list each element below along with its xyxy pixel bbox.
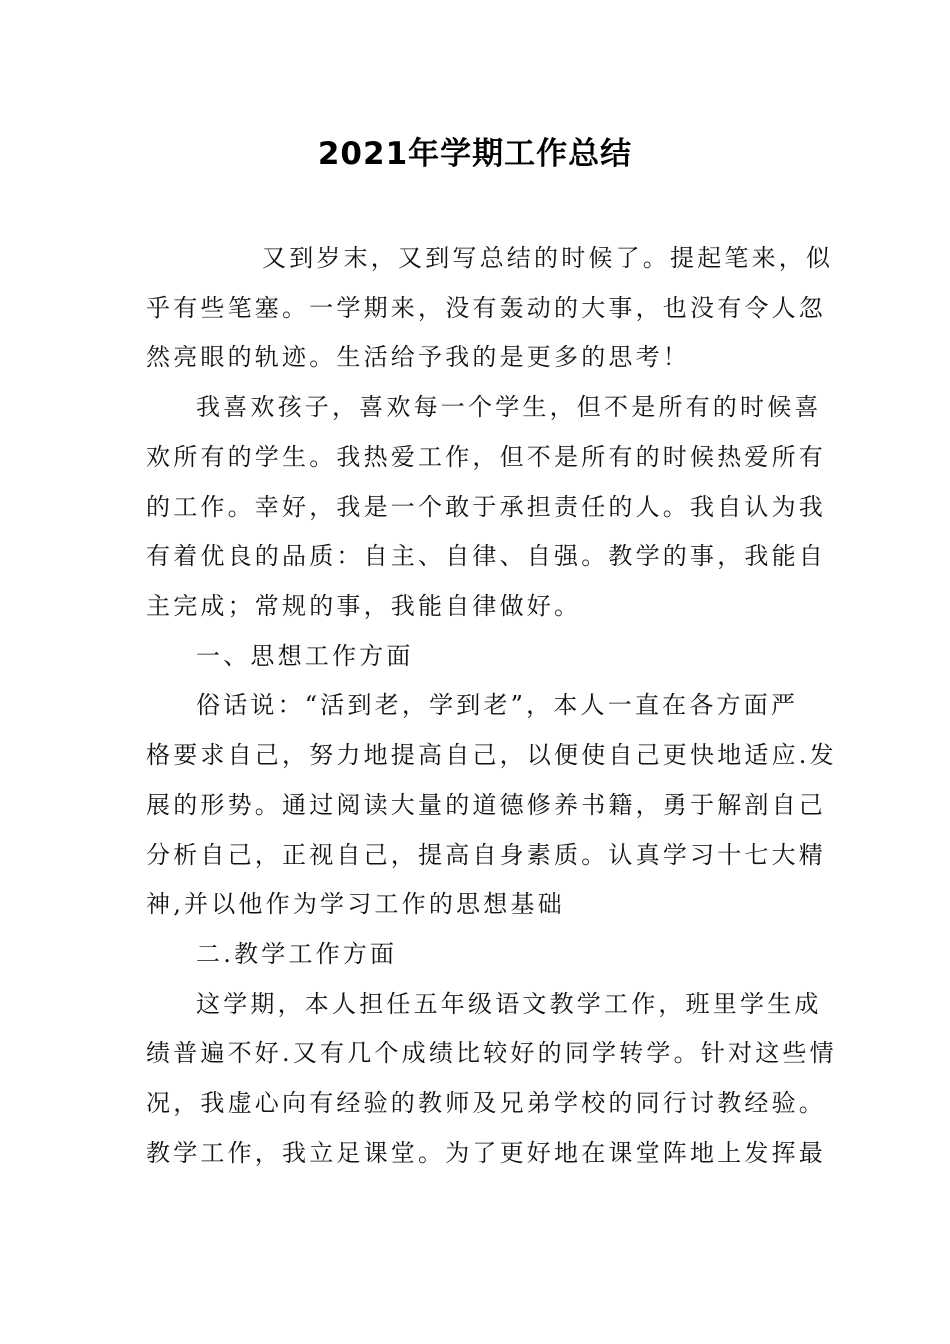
paragraph-line: 绩普遍不好.又有几个成绩比较好的同学转学。针对这些情 bbox=[146, 1039, 837, 1067]
section-heading: 二.教学工作方面 bbox=[196, 940, 398, 968]
paragraph-line: 又到岁末，又到写总结的时候了。提起笔来，似 bbox=[262, 244, 834, 272]
paragraph-line: 神,并以他作为学习工作的思想基础 bbox=[146, 890, 565, 918]
paragraph-line: 然亮眼的轨迹。生活给予我的是更多的思考！ bbox=[146, 343, 690, 371]
paragraph-line: 乎有些笔塞。一学期来，没有轰动的大事，也没有令人忽 bbox=[146, 294, 826, 322]
paragraph-line: 展的形势。通过阅读大量的道德修养书籍，勇于解剖自己 bbox=[146, 791, 826, 819]
paragraph-line: 欢所有的学生。我热爱工作，但不是所有的时候热爱所有 bbox=[146, 443, 826, 471]
paragraph-line: 有着优良的品质：自主、自律、自强。教学的事，我能自 bbox=[146, 542, 826, 570]
paragraph-line: 俗话说：“活到老，学到老”，本人一直在各方面严 bbox=[196, 691, 799, 719]
paragraph-line: 这学期，本人担任五年级语文教学工作，班里学生成 bbox=[196, 990, 822, 1018]
paragraph-line: 我喜欢孩子，喜欢每一个学生，但不是所有的时候喜 bbox=[196, 393, 822, 421]
document-title: 2021年学期工作总结 bbox=[317, 136, 633, 172]
paragraph-line: 分析自己，正视自己，提高自身素质。认真学习十七大精 bbox=[146, 841, 826, 869]
paragraph-line: 况，我虚心向有经验的教师及兄弟学校的同行讨教经验。 bbox=[146, 1089, 826, 1117]
paragraph-line: 的工作。幸好，我是一个敢于承担责任的人。我自认为我 bbox=[146, 493, 826, 521]
section-heading: 一、思想工作方面 bbox=[196, 642, 414, 670]
paragraph-line: 格要求自己，努力地提高自己，以便使自己更快地适应.发 bbox=[146, 741, 837, 769]
paragraph-line: 主完成；常规的事，我能自律做好。 bbox=[146, 592, 582, 620]
paragraph-line: 教学工作，我立足课堂。为了更好地在课堂阵地上发挥最 bbox=[146, 1139, 826, 1167]
